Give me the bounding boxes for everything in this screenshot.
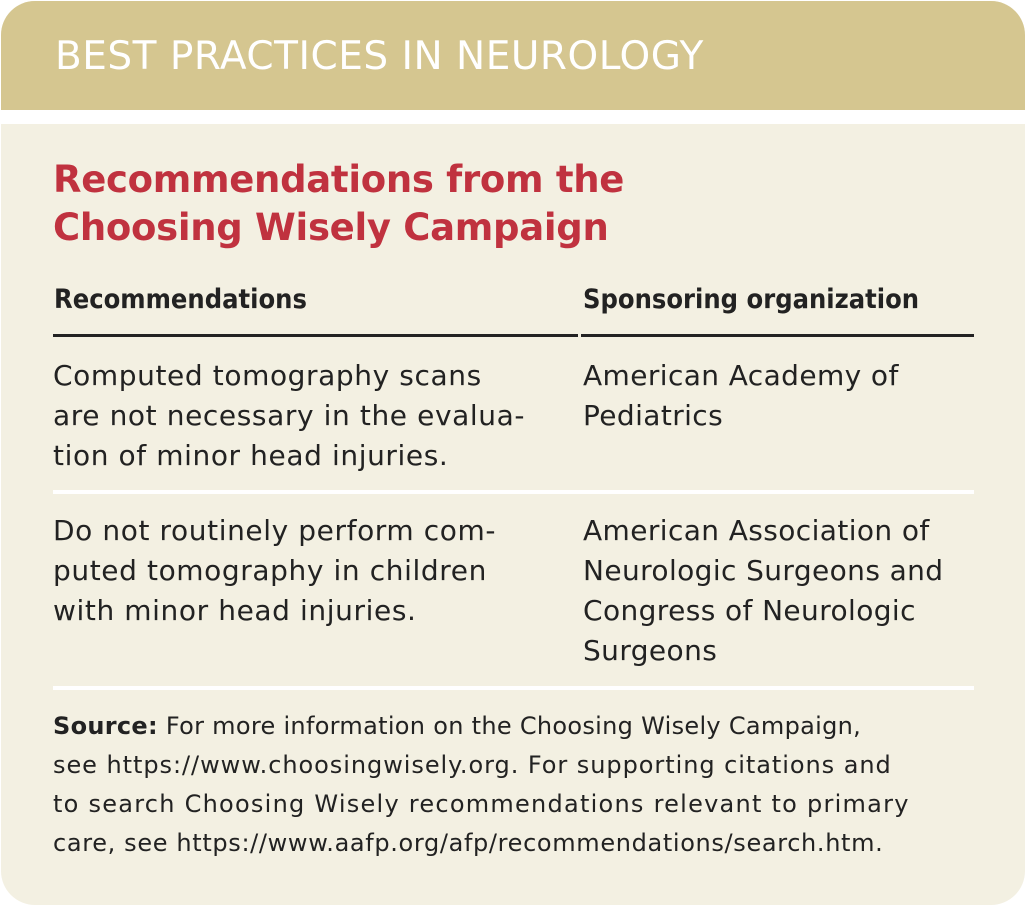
source-line-1-text: For more information on the Choosing Wisely Campaign,: [157, 712, 862, 740]
row-2-rec-line-3: with minor head injuries.: [53, 594, 417, 627]
row-1-rec-line-1: Computed tomography scans: [53, 359, 482, 392]
header-rule-right: [581, 334, 974, 337]
table-row-1-recommendation: [53, 356, 525, 476]
row-1-org-line-1: American Academy of: [583, 359, 899, 392]
row-1-rec-line-2: are not necessary in the evalua-: [53, 399, 526, 432]
row-2-rec-line-2: puted tomography in children: [53, 554, 487, 587]
source-label: Source:: [53, 712, 158, 740]
column-header-recommendations: Recommendations: [54, 284, 307, 315]
source-line-1: [53, 707, 978, 746]
heading-line-1: Recommendations from the: [53, 158, 625, 201]
row-1-rec-line-3: tion of minor head injuries.: [53, 439, 449, 472]
row-2-org-line-4: Surgeons: [583, 634, 718, 667]
row-1-org-line-2: Pediatrics: [583, 399, 724, 432]
header-rule-left: [53, 334, 578, 337]
table-row-1-organization: [583, 356, 899, 436]
row-2-org-line-1: American Association of: [583, 514, 930, 547]
column-header-sponsoring-organization: Sponsoring organization: [583, 284, 920, 315]
heading-line-2: Choosing Wisely Campaign: [53, 206, 609, 249]
title-banner: [1, 1, 1025, 110]
row-2-org-line-3: Congress of Neurologic: [583, 594, 916, 627]
row-2-rec-line-1: Do not routinely perform com-: [53, 514, 497, 547]
table-row-2-recommendation: [53, 511, 496, 631]
source-note: [53, 707, 978, 863]
source-line-4: care, see https://www.aafp.org/afp/recommendations/search.htm.: [53, 829, 884, 857]
table-heading: [53, 156, 624, 252]
banner-divider: [1, 110, 1025, 124]
source-line-2: see https://www.choosingwisely.org. For supporting citations and: [53, 751, 892, 779]
table-row-2-organization: [583, 511, 944, 671]
info-card: [1, 1, 1025, 905]
source-line-3: to search Choosing Wisely recommendations relevant to primary: [53, 790, 910, 818]
banner-title: BEST PRACTICES IN NEUROLOGY: [55, 34, 704, 79]
row-divider-2: [53, 686, 974, 690]
row-2-org-line-2: Neurologic Surgeons and: [583, 554, 944, 587]
row-divider-1: [53, 490, 974, 494]
